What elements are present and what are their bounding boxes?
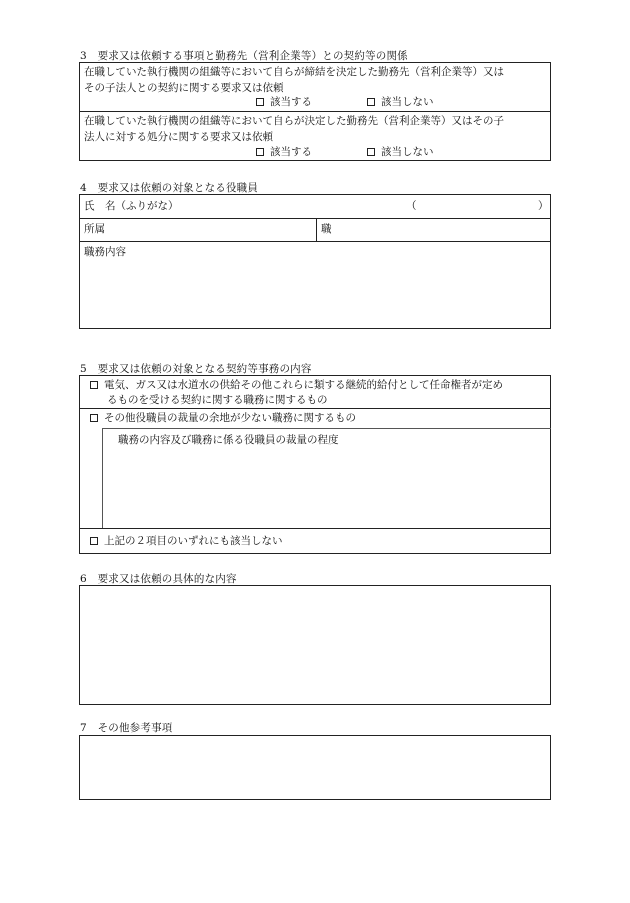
row-divider (80, 408, 550, 409)
checkbox[interactable] (90, 537, 98, 545)
section5-subfield[interactable] (102, 428, 551, 528)
column-divider (316, 218, 317, 241)
section3-row1-option-no[interactable] (367, 94, 434, 110)
section7-textarea[interactable] (79, 735, 551, 800)
item-text: その他役職員の裁量の余地が少ない職務に関するもの (104, 412, 356, 424)
section5-item1-line1[interactable] (90, 377, 503, 393)
option-label: 該当しない (381, 146, 434, 158)
section3-row1-option-yes[interactable] (256, 94, 312, 110)
section5-heading: 5 要求又は依頼の対象となる契約等事務の内容 (80, 363, 312, 375)
row-divider (80, 528, 550, 529)
section3-row2-text-line1: 在職していた執行機関の組織等において自らが決定した勤務先（営利企業等）又はその子 (84, 115, 504, 127)
checkbox[interactable] (367, 148, 375, 156)
section3-table (79, 62, 551, 161)
row-divider (80, 218, 550, 219)
section3-row2-option-no[interactable] (367, 144, 434, 160)
affiliation-label: 所属 (84, 223, 105, 235)
checkbox[interactable] (90, 381, 98, 389)
section3-row1-text-line1: 在職していた執行機関の組織等において自らが締結を決定した勤務先（営利企業等）又は (84, 66, 504, 78)
checkbox[interactable] (367, 98, 375, 106)
section5-table (79, 375, 551, 554)
name-label: 氏 名（ふりがな） (84, 200, 179, 212)
checkbox[interactable] (256, 98, 264, 106)
section3-row2-option-yes[interactable] (256, 144, 312, 160)
position-label: 職 (321, 223, 332, 235)
section6-heading: 6 要求又は依頼の具体的な内容 (80, 573, 237, 585)
section5-item2[interactable] (90, 410, 356, 426)
subfield-label: 職務の内容及び職務に係る役職員の裁量の程度 (118, 434, 339, 446)
option-label: 該当する (270, 146, 312, 158)
option-label: 該当しない (381, 96, 434, 108)
section3-heading: 3 要求又は依頼する事項と勤務先（営利企業等）との契約等の関係 (80, 50, 408, 62)
checkbox[interactable] (256, 148, 264, 156)
item-text: 電気、ガス又は水道水の供給その他これらに類する継続的給付として任命権者が定め (104, 379, 503, 391)
checkbox[interactable] (90, 414, 98, 422)
option-label: 該当する (270, 96, 312, 108)
section7-heading: 7 その他参考事項 (80, 722, 173, 734)
row-divider (80, 111, 550, 112)
section6-textarea[interactable] (79, 585, 551, 705)
section3-row2-text-line2: 法人に対する処分に関する要求又は依頼 (84, 131, 273, 143)
paren-open: （ (406, 200, 417, 212)
item-text: 上記の２項目のいずれにも該当しない (104, 535, 283, 547)
section5-item1-line2: るものを受ける契約に関する職務に関するもの (107, 394, 328, 406)
paren-close: ） (538, 200, 549, 212)
section4-heading: 4 要求又は依頼の対象となる役職員 (80, 182, 259, 194)
section5-item3[interactable] (90, 533, 283, 549)
row-divider (80, 241, 550, 242)
duties-label: 職務内容 (84, 246, 126, 258)
section4-table (79, 194, 551, 329)
section3-row1-text-line2: その子法人との契約に関する要求又は依頼 (84, 82, 284, 94)
